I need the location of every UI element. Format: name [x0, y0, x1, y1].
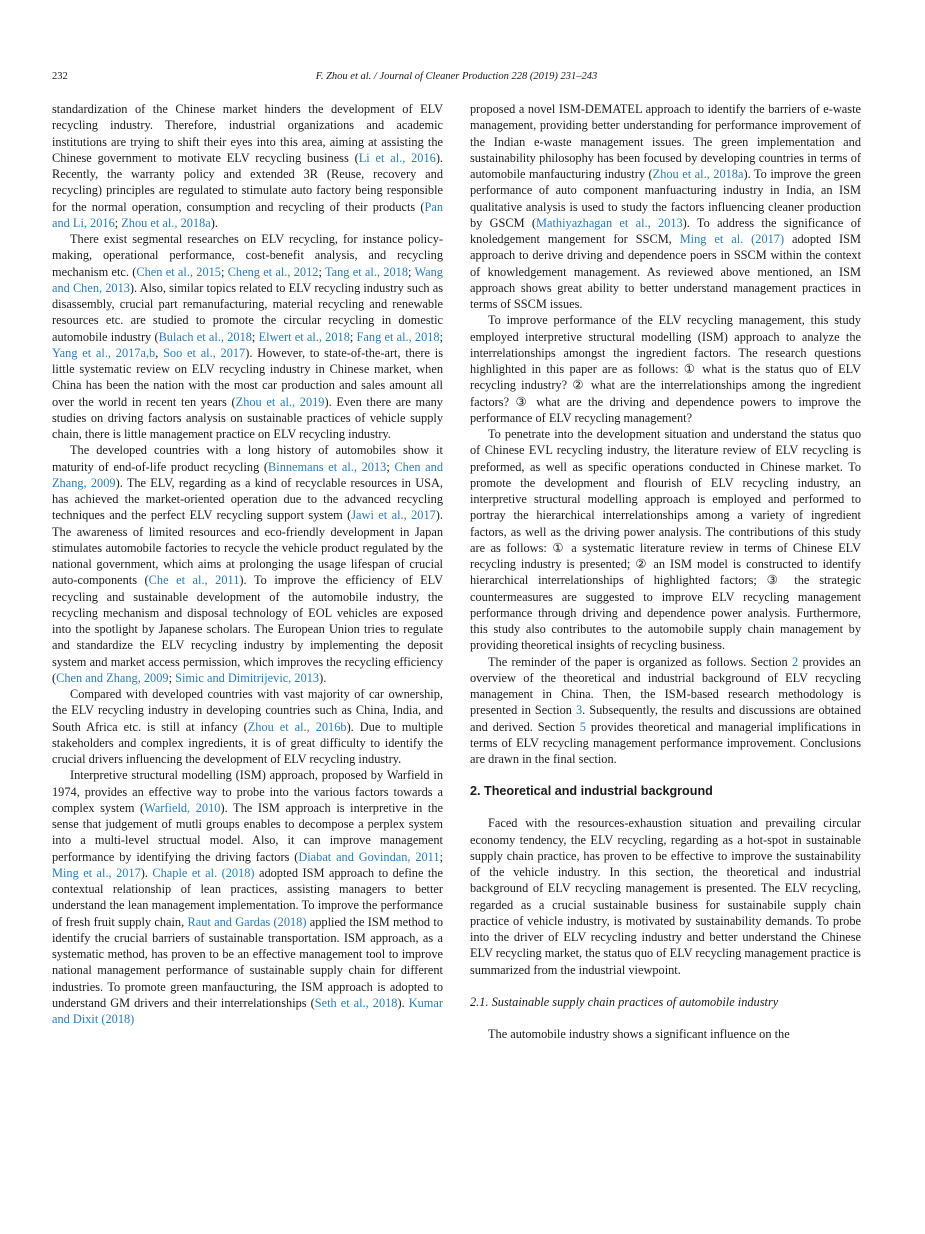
paragraph-text: ). To address the significance of knoledgement mangement for SSCM, [470, 215, 861, 246]
citation-link[interactable]: Mathiyazhagan et al., 2013 [536, 215, 683, 230]
citation-link[interactable]: 3 [575, 703, 583, 718]
subsection-2-1-heading: 2.1. Sustainable supply chain practices of automobile industry [470, 994, 779, 1009]
citation-link[interactable]: Zhou et al., 2019 [235, 394, 325, 409]
paragraph-text: ). The ELV, regarding as a kind of recyclable resources in USA, has achieved the market-oriented operation due to the advanced recycling techniques and the perfect ELV recycling support system ( [52, 475, 443, 523]
left-paragraph-1 [52, 101, 443, 231]
paragraph-text: ; [318, 264, 325, 279]
citation-link[interactable]: Zhou et al., 2016b [247, 719, 347, 734]
paragraph-text: ). However, to state-of-the-art, there is little systematic review on ELV recycling industry in Chinese market, when China has been the nation with the most car production and sales amount all over the world in recent ten years ( [52, 345, 443, 409]
right-column-paragraphs [470, 101, 861, 767]
paragraph-text: Compared with developed countries with vast majority of car ownership, the ELV recycling industry in developing countries such as China, India, and South Africa etc. is still at infancy ( [52, 687, 443, 734]
paragraph-text: The developed countries with a long history of automobiles show it maturity of end-of-life product recycling ( [52, 443, 443, 474]
right-column [470, 101, 861, 1042]
citation-link[interactable]: Raut and Gardas (2018) [187, 914, 307, 929]
paragraph-text: ). To improve the efficiency of ELV recycling and sustainable development of the automobile industry, the recycling mechanism and disposal technology of EOL vehicles are exposed into the spotlight by Japanese scholars. The European Union tries to regulate and standardize the ELV recycling industry by implementing the deposit system and market access permission, which improves the recycling efficiency ( [52, 573, 443, 685]
paragraph-text: applied the ISM method to identify the crucial barriers of sustainable transportation. ISM approach, as a systematic method, has proven to be an effective management tool to improve national management performance of sustainable supply chain for different industries. To promote green manfaucturing, the ISM approach is adopted to understand GM drivers and their interrelationships ( [52, 914, 443, 1010]
paragraph-text: standardization of the Chinese market hinders the development of ELV recycling industry. Therefore, industrial organizations and academic institutions are trying to shift their eyes into this area, aiming at assisting the Chinese government to motivate ELV recycling business ( [52, 102, 443, 165]
citation-link[interactable]: Cheng et al., 2012 [227, 264, 319, 279]
paragraph-text: ). The awareness of limited resources and eco-friendly development in Japan stimulates automobile factories to recycle the vehicle product regulated by the national government, which aims at prolonging the usage lifespan of crucial auto-components ( [52, 508, 443, 588]
paragraph-text: Interpretive structural modelling (ISM) approach, proposed by Warfield in 1974, provides an effective way to probe into the various factors towards a complex system ( [52, 768, 443, 815]
section-2-paragraph: Faced with the resources-exhaustion situation and prevailing circular economy tendency, the ELV recycling, regarding as a hot-spot in sustainable supply chain practice, has proven to be effective to improve the sustainability of the vehicle industry. In this section, the theoretical and industrial background of ELV recycling management is presented. The ELV recycling, regarded as a crucial sustainable business for sustainabile supply chain practice of vehicle industry, is motivated by sustainability demands. To probe into the driver of ELV recycling industry and better understand the Chinese ELV recycling market, the status quo of ELV recycling management practice is summarized from the industrial viewpoint. [470, 816, 861, 977]
right-paragraph-2 [470, 312, 861, 426]
paragraph-text: ; [220, 264, 228, 279]
citation-link[interactable]: Soo et al., 2017 [163, 345, 246, 360]
citation-link[interactable]: Yang et al., 2017a,b [52, 345, 156, 360]
section-2-heading: 2. Theoretical and industrial background [470, 784, 713, 799]
paragraph-text: There exist segmental researches on ELV recycling, for instance policy-making, operational performance, cost-benefit analysis, and recycling mechanism etc. ( [52, 232, 443, 279]
citation-link[interactable]: Zhou et al., 2018a [652, 167, 744, 181]
citation-link[interactable]: Elwert et al., 2018 [258, 329, 350, 344]
citation-link[interactable]: Binnemans et al., 2013 [268, 459, 387, 474]
citation-link[interactable]: Wang and Chen, 2013 [52, 264, 443, 295]
paragraph-text: ; [386, 459, 395, 474]
paragraph-text: ). [319, 670, 327, 685]
paragraph-text: ). Even there are many studies on driving factors analysis on sustainable practices of vehicle supply chain, there is little management practice on ELV recycling industry. [52, 394, 443, 441]
citation-link[interactable]: 2 [791, 654, 799, 669]
citation-link[interactable]: Ming et al. (2017) [679, 232, 785, 246]
paragraph-text: proposed a novel ISM-DEMATEL approach to identify the barriers of e-waste management, providing better understanding for performance improvement of the Indian e-waste management issues. The green implementation and sustainability philosophy has been focused by developing countries in terms of automobile manfaucturing industry ( [470, 102, 861, 181]
paragraph-text: adopted ISM approach to define the contextual relationship of lean practices, assisting managers to better understand the lean management implementation. To improve the performance of fresh fruit supply chain, [52, 865, 443, 929]
paragraph-text: ). The ISM approach is interpretive in the sense that judgement of mutli groups enables to decompose a perplex system into a multi-level structual model. Also, it can improve management performance by identifying the driving factors ( [52, 800, 444, 864]
paragraph-text: ). Also, similar topics related to ELV recycling industry such as disassembly, crucial part remanufacturing, material recycling and renewable resources etc. are studied to promote the circular recycling in domestic automobile industry ( [52, 280, 444, 344]
citation-link[interactable]: 5 [579, 719, 586, 734]
right-paragraph-1 [470, 101, 861, 312]
citation-link[interactable]: Kumar and Dixit (2018) [52, 995, 443, 1026]
left-paragraph-5 [52, 767, 443, 1027]
citation-link[interactable]: Zhou et al., 2018a [121, 215, 211, 230]
citation-link[interactable]: Che et al., 2011 [148, 573, 240, 588]
paragraph-text: ; [439, 329, 444, 344]
citation-link[interactable]: Simic and Dimitrijevic, 2013 [175, 670, 320, 685]
paragraph-text: , [155, 345, 164, 360]
left-paragraph-2 [52, 231, 443, 442]
paragraph-text: To improve performance of the ELV recycling management, this study employed interpretive structural modelling (ISM) approach to analyze the interrelationships amongst the ingredient factors. The research questions highlighted in this paper are as follows: ① what is the status quo of ELV recycling industry? ② what are the interrelationships among the ingredient factors? ③ what are the driving and dependence powers to improve the performance of ELV recycling management? [470, 313, 861, 425]
left-paragraph-4 [52, 686, 443, 767]
paragraph-text: ; [168, 670, 176, 685]
paragraph-text: ). Recently, the warranty policy and extended 3R (Reuse, recovery and recycling) principles are regulated to stimulate auto factory being responsible for the normal operation, consumption and recycling of their products ( [52, 150, 444, 214]
running-header [52, 71, 861, 87]
left-column [52, 101, 443, 1027]
journal-citation: F. Zhou et al. / Journal of Cleaner Production 228 (2019) 231–243 [315, 71, 598, 82]
paragraph-text: ; [251, 329, 259, 344]
citation-link[interactable]: Chaple et al. (2018) [152, 865, 255, 880]
citation-link[interactable]: Diabat and Govindan, 2011 [298, 849, 440, 864]
paragraph-text: ; [114, 215, 122, 230]
left-paragraph-3 [52, 442, 443, 686]
citation-link[interactable]: Jawi et al., 2017 [351, 508, 436, 523]
citation-link[interactable]: Ming et al., 2017 [52, 865, 141, 880]
paragraph-text: provides theoretical and managerial implifications in terms of ELV recycling management performance improvement. Conclusions are drawn in the final section. [470, 719, 861, 766]
citation-link[interactable]: Li et al., 2016 [358, 150, 436, 165]
citation-link[interactable]: Chen and Zhang, 2009 [56, 670, 169, 685]
paragraph-text: adopted ISM approach to derive driving and dependence poers in SSCM within the context of knowledgement management. As reviewed above mentioned, an ISM approach shows great ability to better understand management practices in terms of SSCM issues. [470, 232, 861, 311]
citation-link[interactable]: Fang et al., 2018 [356, 329, 440, 344]
citation-link[interactable]: Seth et al., 2018 [314, 995, 398, 1010]
citation-link[interactable]: Tang et al., 2018 [324, 264, 408, 279]
citation-link[interactable]: Pan and Li, 2016 [52, 199, 443, 230]
page-number: 232 [52, 71, 68, 82]
paragraph-text: ). [140, 865, 153, 880]
citation-link[interactable]: Chen et al., 2015 [136, 264, 221, 279]
paragraph-text: To penetrate into the development situation and understand the status quo of Chinese EVL recycling industry, the literature review of ELV recycling is preformed, as well as specific operations conducted in Chinese market. To promote the development and flourish of ELV recycling industry, an interpretive structural modelling approach is employed and performed to portray the hierarchical interrelationships among a variety of ingredient factors, as well as the driving power analysis. The contributions of this study are as follows: ① a systematic literature review in terms of Chinese ELV recycling industry is presented; ② an ISM model is constructed to identify hierarchical interrelationships of highlighted factors; ③ the strategic countermeasures are suggested to improve ELV recycling management performance through driving and dependence power analysis. Furthermore, this study also contributes to the automobile supply chain management by providing theoretical insights of recycling business. [470, 427, 861, 653]
paragraph-text: provides an overview of the theoretical and industrial background of ELV recycling management in China. Then, the ISM-based research methodology is presented in Section [470, 654, 861, 718]
subsection-2-1-paragraph: The automobile industry shows a significant influence on the [488, 1026, 790, 1041]
paragraph-text: The reminder of the paper is organized as follows. Section [488, 654, 792, 669]
paragraph-text: ). [397, 995, 409, 1010]
paragraph-text: ). To improve the green performance of auto component manfuacturing industry in India, an ISM qualitative analysis is used to study the factors influencing cleaner production by GSCM ( [470, 167, 862, 230]
citation-link[interactable]: Warfield, 2010 [144, 800, 221, 815]
right-paragraph-4 [470, 654, 861, 768]
paragraph-text: ; [408, 264, 415, 279]
paragraph-text: ; [349, 329, 357, 344]
citation-link[interactable]: Chen and Zhang, 2009 [52, 459, 443, 490]
paragraph-text: ). Due to multiple stakeholders and complex ingredients, it is of great difficulty to identify the crucial drivers influencing the development of ELV recycling industry. [52, 719, 443, 766]
paragraph-text: . Subsequently, the results and discussions are obtained and derived. Section [470, 703, 861, 734]
right-paragraph-3 [470, 426, 861, 654]
paragraph-text: ). [210, 215, 218, 230]
citation-link[interactable]: Bulach et al., 2018 [158, 329, 252, 344]
paragraph-text: ; [439, 849, 443, 864]
